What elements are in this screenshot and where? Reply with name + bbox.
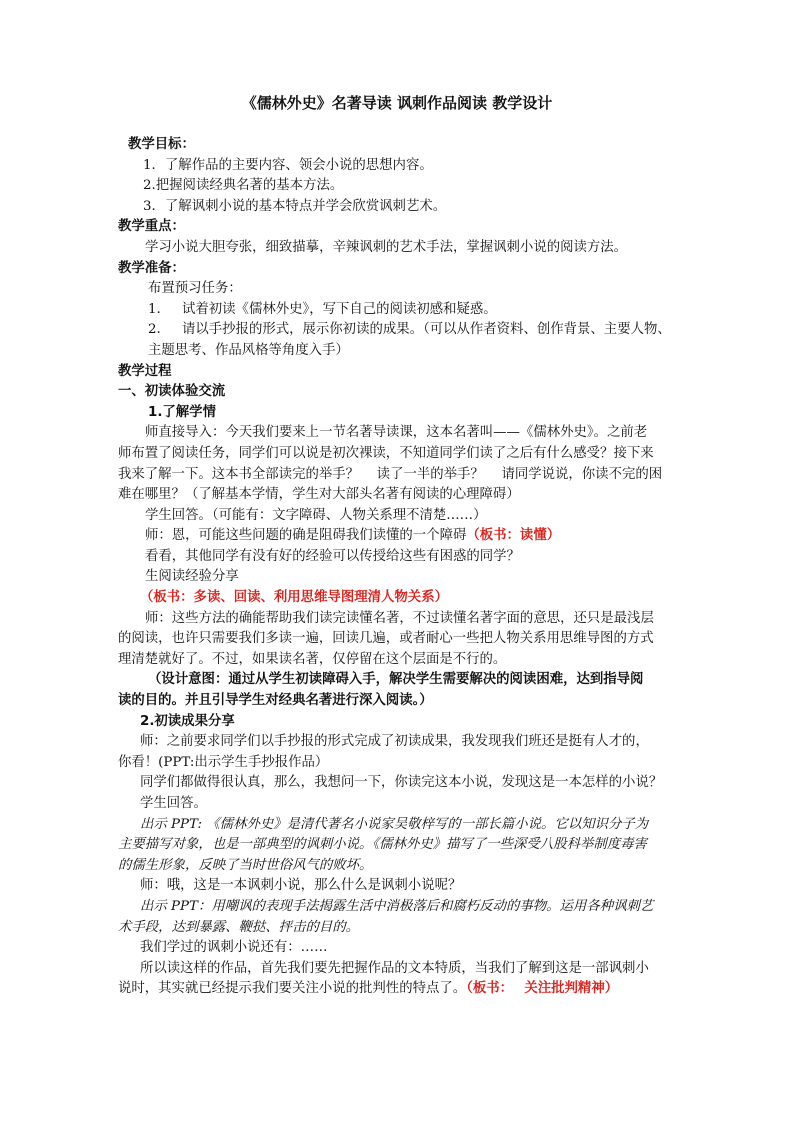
paragraph-line: 理清楚就好了。不过，如果读名著，仅停留在这个层面是不行的。: [118, 651, 507, 667]
paragraph-line: 的阅读，也许只需要我们多读一遍，回读几遍，或者耐心一些把人物关系用思维导图的方式: [118, 631, 654, 647]
ppt-quote: 主要描写对象，也是一部典型的讽刺小说。《儒林外史》描写了一些深受八股科举制度毒害: [118, 837, 647, 853]
ppt-quote: 出示 PPT：用嘲讽的表现手法揭露生活中消极落后和腐朽反动的事物。运用各种讽刺艺: [140, 898, 654, 914]
key-heading: 教学重点：: [118, 219, 185, 235]
prep-item: [148, 300, 712, 321]
ppt-quote: 的儒生形象，反映了当时世俗风气的败坏。: [118, 857, 373, 873]
board-note: （板书： 关注批判精神）: [466, 981, 619, 997]
section-heading: 一、初读体验交流: [118, 384, 226, 400]
goals-heading: 教学目标：: [128, 137, 195, 152]
paragraph-line: 所以读这样的作品，首先我们要先把握作品的文本特质，当我们了解到这是一部讽刺小: [140, 960, 649, 976]
board-note: （板书：读懂）: [466, 528, 561, 544]
paragraph-line: 师：这些方法的确能帮助我们读完读懂名著，不过读懂名著字面的意思，还只是最浅层: [145, 610, 654, 626]
paragraph-line: 学生回答。（可能有：文字障碍、人物关系理不清楚……）: [145, 507, 487, 523]
paragraph-line: 你看！(PPT:出示学生手抄报作品）: [118, 754, 329, 770]
prep-item-number: 1.: [148, 301, 161, 317]
paragraph-line: 师直接导入：今天我们要来上一节名著导读课，这本名著叫——《儒林外史》。之前老: [145, 425, 648, 441]
paragraph-line: 我们学过的讽刺小说还有：……: [140, 940, 328, 956]
process-heading: 教学过程: [118, 363, 172, 379]
prep-item-text: 试着初读《儒林外史》，写下自己的阅读初感和疑惑。: [182, 301, 497, 317]
subsection-heading: 1.了解学情: [148, 404, 216, 420]
board-note: （板书：多读、回读、利用思维导图理清人物关系）: [140, 590, 448, 606]
design-intent: 读的目的。并且引导学生对经典名著进行深入阅读。）: [118, 693, 433, 709]
prep-heading: 教学准备：: [118, 260, 185, 276]
paragraph-line: 难在哪里？（了解基本学情，学生对大部头名著有阅读的心理障碍）: [118, 487, 520, 503]
paragraph-line: 师：哦，这是一本讽刺小说，那么什么是讽刺小说呢？: [140, 878, 462, 894]
paragraph-line: 师：之前要求同学们以手抄报的形式完成了初读成果，我发现我们班还是挺有人才的，: [140, 734, 649, 750]
paragraph-line: 我来了解一下。这本书全部读完的举手？ 读了一半的举手？ 请同学说说，你读不完的困: [118, 466, 663, 482]
prep-item-text: 请以手抄报的形式，展示你初读的成果。（可以从作者资料、创作背景、主要人物、: [182, 322, 671, 338]
paragraph-line: 生阅读经验分享: [145, 569, 239, 585]
paragraph-line: 同学们都做得很认真，那么，我想问一下，你读完这本小说，发现这是一本怎样的小说？: [140, 775, 663, 791]
paragraph-text: 说时，其实就已经提示我们要关注小说的批判性的特点了。: [118, 981, 467, 997]
prep-item-continuation: 主题思考、作品风格等角度入手）: [148, 342, 349, 358]
design-intent: （设计意图：通过从学生初读障碍入手，解决学生需要解决的阅读困难，达到指导阅: [148, 672, 644, 688]
document-title: 《儒林外史》名著导读 讽刺作品阅读 教学设计: [241, 94, 553, 112]
key-text: 学习小说大胆夸张，细致描摹，辛辣讽刺的艺术手法，掌握讽刺小说的阅读方法。: [145, 239, 628, 255]
paragraph-line: [118, 979, 682, 1000]
ppt-quote: 出示 PPT: 《儒林外史》是清代著名小说家吴敬梓写的一部长篇小说。它以知识分子为: [140, 816, 649, 832]
prep-item: [148, 320, 712, 341]
ppt-quote: 术手段，达到暴露、鞭挞、抨击的目的。: [118, 919, 360, 935]
paragraph-line: [145, 526, 709, 547]
subsection-heading: 2.初读成果分享: [140, 713, 235, 729]
prep-item-number: 2.: [148, 322, 161, 338]
prep-intro: 布置预习任务：: [148, 281, 242, 297]
paragraph-line: 学生回答。: [140, 796, 207, 811]
teacher-remark: 师：恩，可能这些问题的确是阻碍我们读懂的一个障碍: [145, 528, 467, 544]
goal-item: 3．了解讽刺小说的基本特点并学会欣赏讽刺艺术。: [143, 198, 447, 214]
goal-item: 1．了解作品的主要内容、领会小说的思想内容。: [143, 157, 433, 173]
paragraph-line: 看看，其他同学有没有好的经验可以传授给这些有困惑的同学？: [145, 548, 520, 564]
goal-item: 2.把握阅读经典名著的基本方法。: [143, 178, 344, 194]
paragraph-line: 师布置了阅读任务，同学们可以说是初次裸读，不知道同学们读了之后有什么感受？接下来: [118, 445, 654, 461]
